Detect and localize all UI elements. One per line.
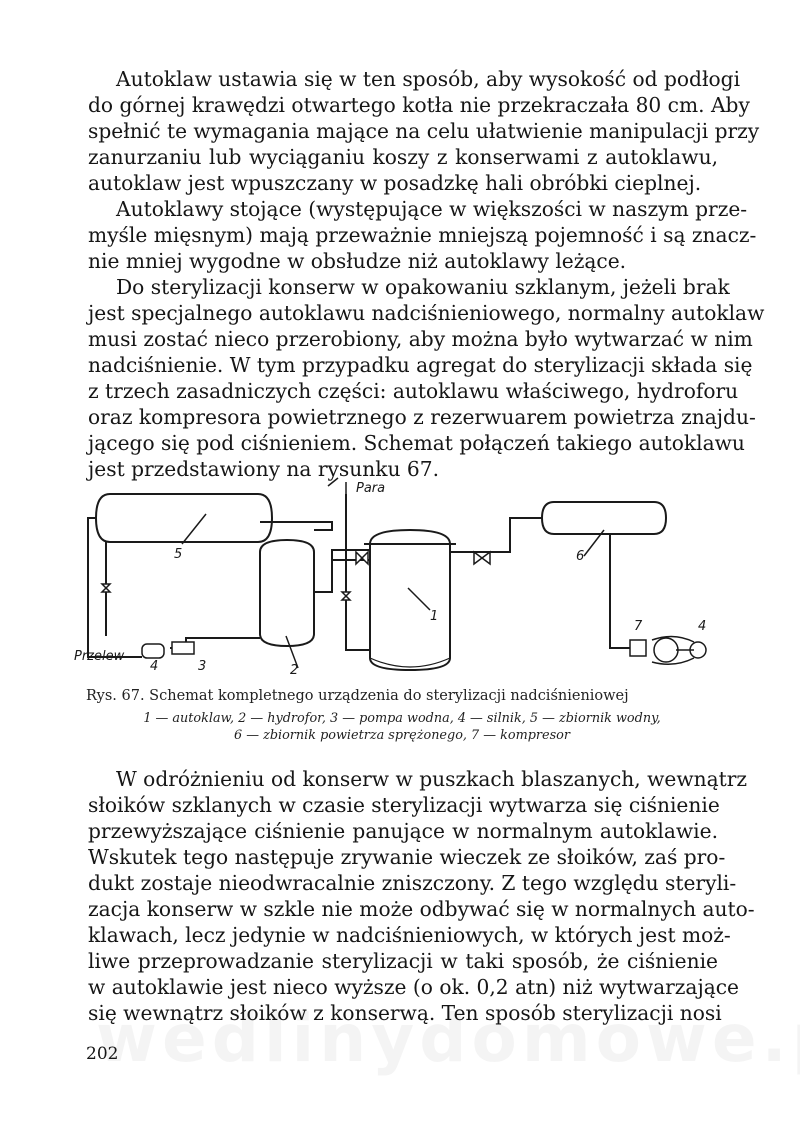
text-line: jest przedstawiony na rysunku 67. (88, 457, 440, 481)
text-line: z trzech zasadniczych części: autoklawu właściwego, hydroforu (88, 379, 739, 403)
text-line: Do sterylizacji konserw w opakowaniu szklanym, jeżeli brak (116, 275, 730, 299)
sterilization-schematic-diagram (70, 472, 730, 687)
label-7: 7 (634, 619, 643, 634)
caption-legend-line-2: 6 — zbiornik powietrza sprężonego, 7 — kompresor (234, 728, 570, 743)
label-para: Para (356, 481, 386, 496)
pump-3 (172, 642, 194, 654)
text-line: jest specjalnego autoklawu nadciśnieniowego, normalny autoklaw (88, 301, 765, 325)
text-line: Wskutek tego następuje zrywanie wieczek ze słoików, zaś pro- (88, 845, 726, 869)
water-tank-5 (96, 494, 272, 542)
text-line: się wewnątrz słoików z konserwą. Ten sposób sterylizacji nosi (88, 1001, 722, 1025)
text-line: W odróżnieniu od konserw w puszkach blaszanych, wewnątrz (116, 767, 748, 791)
text-line: jącego się pod ciśnieniem. Schemat połączeń takiego autoklawu (88, 431, 745, 455)
label-1: 1 (430, 609, 439, 624)
text-line: spełnić te wymagania mające na celu ułatwienie manipulacji przy (88, 119, 760, 143)
text-line: nie mniej wygodne w obsłudze niż autoklawy leżące. (88, 249, 627, 273)
label-4-right: 4 (698, 619, 707, 634)
motor-4 (142, 644, 164, 658)
label-2: 2 (290, 663, 299, 678)
text-line: dukt zostaje nieodwracalnie zniszczony. Z tego względu steryli- (88, 871, 737, 895)
compressor-7 (630, 640, 646, 656)
label-5: 5 (174, 547, 183, 562)
air-tank-6 (542, 502, 666, 534)
hydrofor-2 (260, 540, 314, 646)
text-line: oraz kompresora powietrznego z rezerwuarem powietrza znajdu- (88, 405, 756, 429)
page-number: 202 (86, 1044, 119, 1064)
text-line: liwe przeprowadzanie sterylizacji w taki sposób, że ciśnienie (88, 949, 718, 973)
text-line: zacja konserw w szkle nie może odbywać się w normalnych auto- (88, 897, 755, 921)
text-line: przewyższające ciśnienie panujące w normalnym autoklawie. (88, 819, 718, 843)
text-line: słoików szklanych w czasie sterylizacji wytwarza się ciśnienie (88, 793, 720, 817)
caption-legend-line-1: 1 — autoklaw, 2 — hydrofor, 3 — pompa wodna, 4 — silnik, 5 — zbiornik wodny, (143, 711, 661, 726)
label-przelew: Przelew (74, 649, 125, 664)
text-line: Autoklaw ustawia się w ten sposób, aby wysokość od podłogi (116, 67, 741, 91)
text-line: myśle mięsnym) mają przeważnie mniejszą pojemność i są znacz- (88, 223, 757, 247)
text-line: w autoklawie jest nieco wyższe (o ok. 0,2 atn) niż wytwarzające (88, 975, 740, 999)
autoclave-1 (370, 530, 450, 670)
paragraph-glass-jar-pressure (88, 766, 755, 1026)
text-line: zanurzaniu lub wyciąganiu koszy z konserwami z autoklawu, (88, 145, 718, 169)
text-line: do górnej krawędzi otwartego kotła nie przekraczała 80 cm. Aby (88, 93, 750, 117)
text-line: klawach, lecz jedynie w nadciśnieniowych, w których jest moż- (88, 923, 731, 947)
text-line: nadciśnienie. W tym przypadku agregat do sterylizacji składa się (88, 353, 753, 377)
text-line: Autoklawy stojące (występujące w większości w naszym prze- (116, 197, 748, 221)
label-3: 3 (198, 659, 207, 674)
paragraph-glass-sterilization (88, 274, 765, 482)
text-line: autoklaw jest wpuszczany w posadzkę hali obróbki cieplnej. (88, 171, 702, 195)
watermark (96, 1000, 800, 1077)
text-line: musi zostać nieco przerobiony, aby można było wytwarzać w nim (88, 327, 753, 351)
figure-caption-legend (86, 710, 718, 744)
figure-caption-title: Rys. 67. Schemat kompletnego urządzenia do sterylizacji nadciśnieniowej (86, 688, 629, 704)
label-4: 4 (150, 659, 159, 674)
label-6: 6 (576, 549, 585, 564)
paragraph-autoclaw-placement (88, 66, 760, 196)
compressor-wheel (654, 638, 678, 662)
paragraph-standing-autoclaves (88, 196, 757, 274)
